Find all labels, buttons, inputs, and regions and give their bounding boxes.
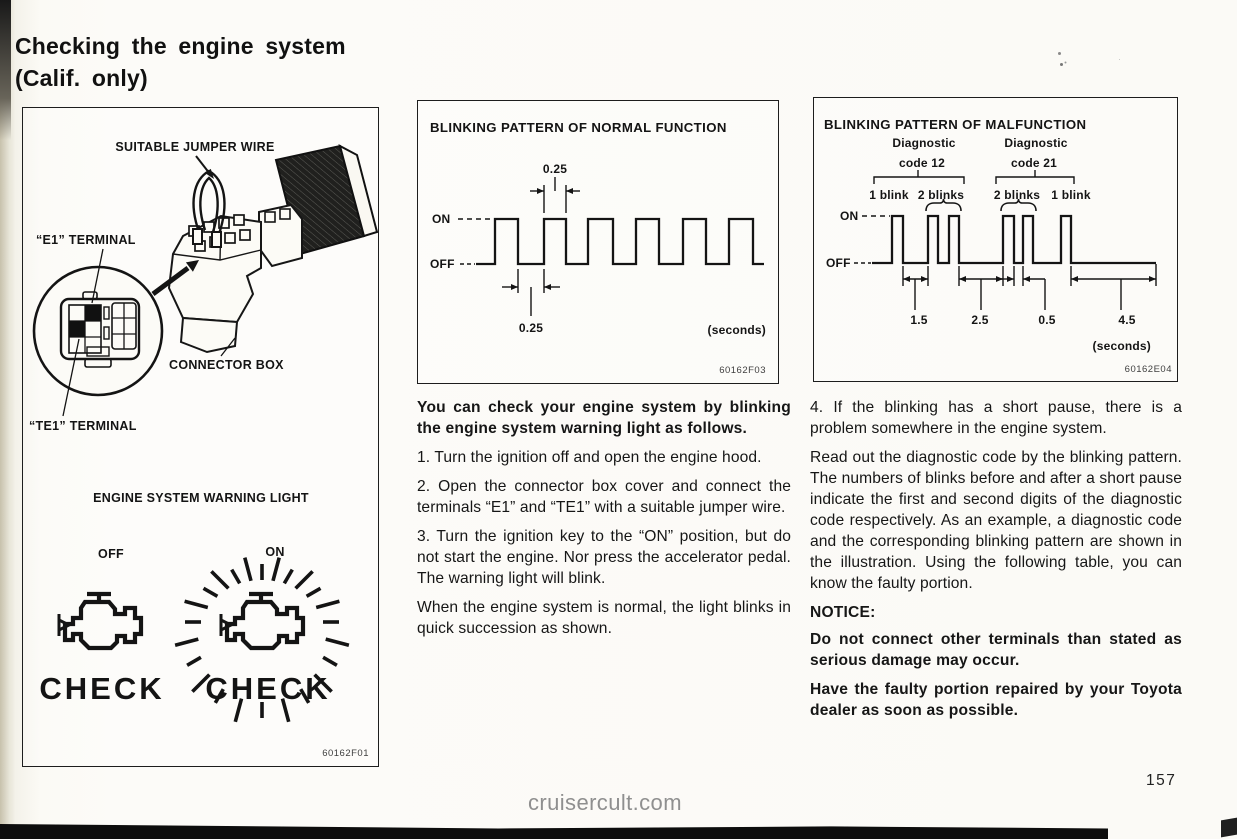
on-axis-label: ON: [840, 209, 859, 223]
code21-bracket: [996, 170, 1074, 184]
page-title-line1: Checking the engine system: [15, 33, 346, 59]
off-duration-dimension: [502, 269, 560, 316]
intro-paragraph: You can check your engine system by blinking the engine system warning light as follows.: [417, 399, 791, 437]
readout-paragraph: Read out the diagnostic code by the blinking pattern. The numbers of blinks before and after a short pause indicate the first and second digits of the diagnostic code respectively. As an example, a diagnostic code and the corresponding blinking pattern are shown in the illustration. Using the following table, you can know the faulty portion.: [810, 449, 1182, 592]
normal-note: When the engine system is normal, the light blinks in quick succession as shown.: [417, 599, 791, 637]
instructions-column-left: [417, 397, 791, 647]
on-axis-label: ON: [432, 212, 451, 226]
code21-label-line1: Diagnostic: [1004, 136, 1068, 150]
code12-group2-label: 2 blinks: [917, 188, 965, 202]
normal-waveform: [476, 219, 764, 264]
notice-label: NOTICE:: [810, 604, 876, 621]
normal-pattern-diagram: [418, 101, 778, 383]
on-duration-label: 0.25: [542, 162, 568, 176]
on-duration-dimension: [530, 177, 580, 213]
warning-light-title: ENGINE SYSTEM WARNING LIGHT: [93, 491, 309, 505]
e1-terminal-pin: [85, 305, 101, 321]
figure-code: 60162E04: [1124, 364, 1172, 375]
check-engine-icon-on: [221, 594, 303, 648]
step-1: 1. Turn the ignition off and open the engine hood.: [417, 449, 762, 466]
notice-1: Do not connect other terminals than stated as serious damage may occur.: [810, 631, 1182, 669]
malfunction-waveform: [872, 216, 1156, 263]
pause-label-3: 0.5: [1038, 313, 1056, 327]
rear-connector: [259, 205, 302, 266]
step-4: 4. If the blinking has a short pause, there is a problem somewhere in the engine system.: [810, 399, 1182, 437]
watermark: cruisercult.com: [528, 790, 682, 815]
scan-corner-mark: [1221, 818, 1237, 838]
jumper-wire-label: SUITABLE JUMPER WIRE: [115, 140, 275, 154]
scan-smudge: [0, 0, 11, 140]
pause-label-4: 4.5: [1118, 313, 1136, 327]
code21-label-line2: code 21: [1010, 156, 1058, 170]
code12-group1-label: 1 blink: [869, 188, 909, 202]
e1-terminal-label: “E1” TERMINAL: [36, 233, 136, 247]
code12-label-line1: Diagnostic: [892, 136, 956, 150]
scan-speck: [1058, 52, 1061, 55]
te1-terminal-pin: [69, 321, 85, 337]
step-2: 2. Open the connector box cover and connect the terminals “E1” and “TE1” with a suitable jumper wire.: [417, 478, 791, 516]
malfunction-pattern-title: BLINKING PATTERN OF MALFUNCTION: [824, 117, 1087, 132]
notice-2: Have the faulty portion repaired by your Toyota dealer as soon as possible.: [810, 681, 1182, 719]
page-number: 157: [1146, 772, 1177, 789]
step-3: 3. Turn the ignition key to the “ON” position, but do not start the engine. Nor press the accelerator pedal. The warning light will blink.: [417, 528, 791, 587]
check-engine-icon-off: [59, 594, 141, 648]
code12-bracket: [874, 170, 964, 184]
off-axis-label: OFF: [826, 256, 851, 270]
instructions-column-right: [810, 397, 1182, 729]
pause-dimensions: [903, 264, 1156, 310]
check-text-off: CHECK: [39, 671, 165, 706]
te1-terminal-label: “TE1” TERMINAL: [29, 419, 137, 433]
pause-label-2: 2.5: [971, 313, 989, 327]
page-title: [15, 30, 346, 94]
off-label: OFF: [98, 547, 124, 561]
check-text-on: CHECK: [205, 671, 331, 706]
malfunction-pattern-diagram: [814, 98, 1177, 381]
connector-box-label: CONNECTOR BOX: [169, 358, 284, 372]
normal-pattern-title: BLINKING PATTERN OF NORMAL FUNCTION: [430, 120, 727, 135]
units-label: (seconds): [1092, 339, 1151, 353]
figure-code: 60162F03: [719, 365, 766, 376]
units-label: (seconds): [707, 323, 766, 337]
scan-bottom-bar: [0, 822, 1108, 839]
figure-malfunction-pattern-panel: [813, 97, 1178, 382]
code21-group1-label: 2 blinks: [993, 188, 1041, 202]
connector-illustration: [23, 108, 378, 766]
pause-label-1: 1.5: [910, 313, 928, 327]
page-title-line2: (Calif. only): [15, 65, 148, 91]
on-label: ON: [265, 545, 285, 559]
off-axis-label: OFF: [430, 257, 455, 271]
code12-label-line2: code 12: [898, 156, 946, 170]
figure-normal-pattern-panel: [417, 100, 779, 384]
terminal-detail-circle: [34, 267, 162, 395]
figure-connector-panel: [22, 107, 379, 767]
off-duration-label: 0.25: [518, 321, 544, 335]
figure-code: 60162F01: [322, 748, 369, 759]
code21-group2-label: 1 blink: [1051, 188, 1091, 202]
